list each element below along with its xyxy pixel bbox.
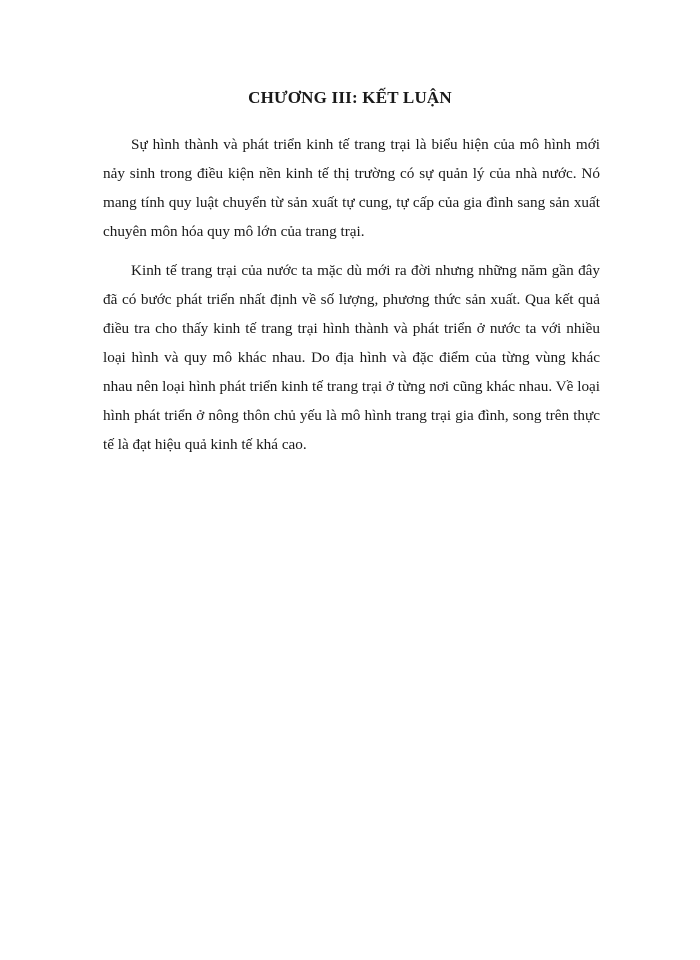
- chapter-title: CHƯƠNG III: KẾT LUẬN: [248, 88, 452, 107]
- paragraph-2: Kinh tế trang trại của nước ta mặc dù mới ra đời nhưng những năm gần đây đã có bước phát triển nhất định về số lượng, phương thức sản xuất. Qua kết quả điều tra cho thấy kinh tế trang trại hình thành và phát triển ở nước ta với nhiều loại hình và quy mô khác nhau. Do địa hình và đặc điểm của từng vùng khác nhau nên loại hình phát triển kinh tế trang trại ở từng nơi cũng khác nhau. Về loại hình phát triển ở nông thôn chủ yếu là mô hình trang trại gia đình, song trên thực tế là đạt hiệu quả kinh tế khá cao.: [103, 262, 600, 453]
- paragraph-1: Sự hình thành và phát triển kinh tế trang trại là biểu hiện của mô hình mới nảy sinh trong điều kiện nền kinh tế thị trường có sự quản lý của nhà nước. Nó mang tính quy luật chuyển từ sản xuất tự cung, tự cấp của gia đình sang sản xuất chuyên môn hóa quy mô lớn của trang trại.: [103, 136, 600, 240]
